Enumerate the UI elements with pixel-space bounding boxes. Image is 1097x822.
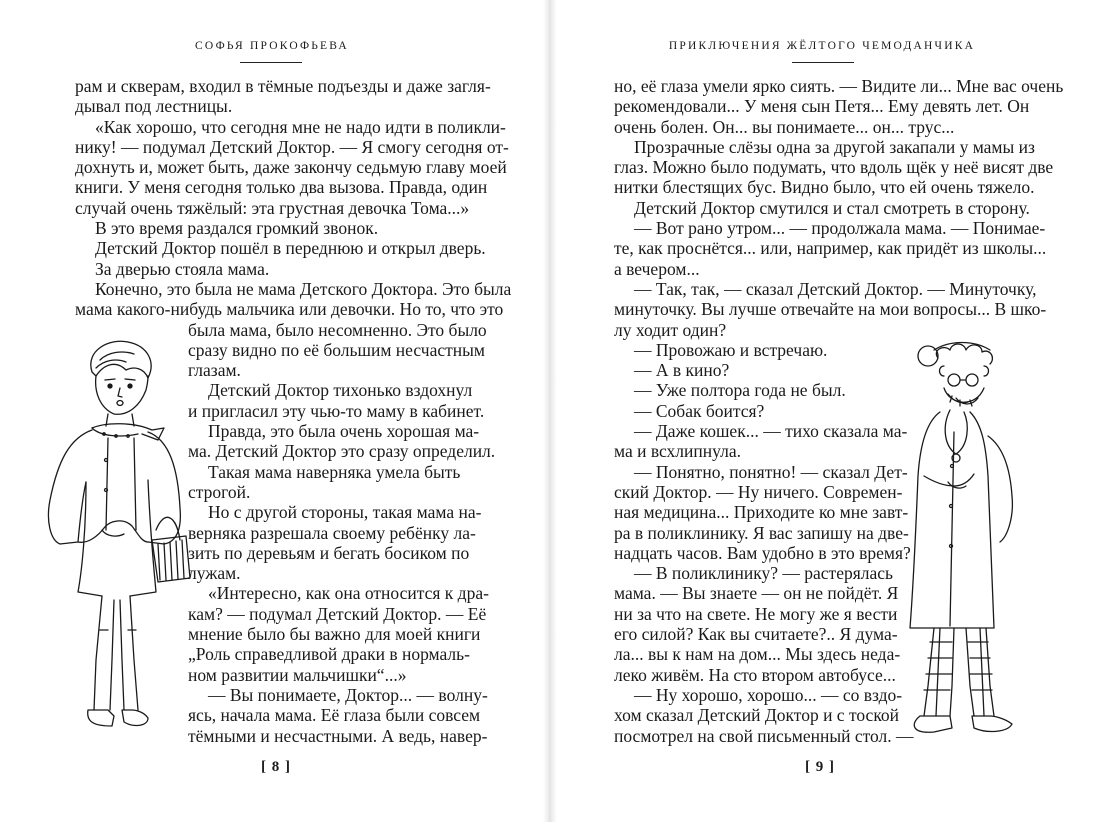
text-line: посмотрел на свой письменный стол. — [614,725,914,746]
running-head-left: СОФЬЯ ПРОКОФЬЕВА [195,40,349,52]
running-head-rule-right [792,62,854,63]
text-line: Детский Доктор пошёл в переднюю и открыл дверь. [95,238,486,259]
text-line: Такая мама наверняка умела быть [208,461,461,482]
text-line: лу ходит один? [614,319,727,340]
text-line: хом сказал Детский Доктор и с тоской [614,705,900,726]
text-line: — Провожаю и встречаю. [634,339,828,360]
text-line: ма и всхлипнула. [614,441,741,462]
text-line: мама. — Вы знаете — он не пойдёт. Я [614,583,899,604]
text-line: — В поликлинику? — растерялась [634,563,894,584]
text-line: и пригласил эту чью-то маму в кабинет. [188,400,485,421]
text-line: Но с другой стороны, такая мама на- [208,502,482,523]
text-line: В это время раздался громкий звонок. [95,218,379,239]
text-line: нитки блестящих бус. Видно было, что ей очень тяжело. [614,177,1035,198]
right-page [552,0,1097,822]
text-line: дохнуть и, может быть, даже закончу седьмую главу моей [75,157,507,178]
text-line: рам и скверам, входил в тёмные подъезды и даже загля- [75,76,491,96]
text-line: Детский Доктор тихонько вздохнул [208,380,473,401]
text-line: ла... вы к нам на дом... Мы здесь неда- [614,644,901,665]
text-line: случай очень тяжёлый: эта грустная девочка Тома...» [75,197,470,218]
text-line: ная медицина... Приходите ко мне завт- [614,502,909,523]
text-line: «Как хорошо, что сегодня мне не надо идти в поликли- [95,116,506,137]
page-number-right: [ 9 ] [805,759,835,775]
left-page [0,0,545,822]
text-line: зить по деревьям и бегать босиком по [188,542,470,563]
text-line: была мама, было несомненно. Это было [188,319,487,340]
running-head-right: ПРИКЛЮЧЕНИЯ ЖЁЛТОГО ЧЕМОДАНЧИКА [668,40,976,52]
text-line: — Вы понимаете, Доктор... — волну- [208,684,488,705]
text-line: ский Доктор. — Ну ничего. Современ- [614,481,903,502]
text-line: минуточку. Вы лучше отвечайте на мои вопросы... В шко- [614,299,1047,320]
text-line: „Роль справедливой драки в нормаль- [188,644,470,665]
text-line: — Даже кошек... — тихо сказала ма- [634,421,908,442]
text-line: — Уже полтора года не был. [634,380,846,401]
text-line: ном развитии мальчишки“...» [188,664,407,685]
text-line: За дверью стояла мама. [95,258,270,279]
text-line: надцать часов. Вам удобно в это время? [614,542,911,563]
text-line: тёмными и несчастными. А ведь, навер- [188,725,488,746]
text-line: — Так, так, — сказал Детский Доктор. — Минуточку, [634,278,1037,299]
text-line: кам? — подумал Детский Доктор. — Её [188,603,487,624]
text-line: — Вот рано утром... — продолжала мама. — Понимае- [634,218,1046,239]
text-line: глазам. [188,360,241,381]
text-line: ра в поликлинику. Я вас запишу на две- [614,522,909,543]
text-line: леко живём. На сто втором автобусе... [614,664,896,685]
text-line: но, её глаза умели ярко сиять. — Видите ли... Мне вас очень [614,76,1064,96]
text-line: его силой? Как вы считаете?.. Я дума- [614,624,898,645]
page-number-left: [ 8 ] [261,759,291,775]
text-line: мама какого-нибудь мальчика или девочки. Но то, что это [75,299,504,320]
text-line: очень болен. Он... вы понимаете... он... трус... [614,116,955,137]
text-line: лужам. [188,563,241,584]
running-head-rule-left [240,62,302,63]
text-line: глаз. Можно было подумать, что вдоль щёк у неё висят две [614,157,1054,178]
text-line: а вечером... [614,258,700,279]
text-line: книги. У меня сегодня только два вызова. Правда, один [75,177,488,198]
doctor-illustration [904,336,1054,746]
text-line: те, как проснётся... или, например, как придёт из школы... [614,238,1047,259]
text-line: — Ну хорошо, хорошо... — со вздо- [634,684,903,705]
text-line: дывал под лестницы. [75,96,233,117]
text-line: «Интересно, как она относится к дра- [208,583,489,604]
text-line: — А в кино? [634,360,730,381]
text-line: Правда, это была очень хорошая ма- [208,421,480,442]
text-line: строгой. [188,481,251,502]
text-line: Конечно, это была не мама Детского Доктора. Это была [95,278,512,299]
text-line: ни за что на свете. Не могу же я вести [614,603,898,624]
text-line: ясь, начала мама. Её глаза были совсем [188,705,481,726]
text-line: — Собак боится? [634,400,765,421]
text-line: мнение было бы важно для моей книги [188,624,481,645]
text-line: Прозрачные слёзы одна за другой закапали у мамы из [634,136,1035,157]
text-line: сразу видно по её большим несчастным [188,339,485,360]
text-line: нику! — подумал Детский Доктор. — Я смогу сегодня от- [75,136,509,157]
mother-illustration [30,330,200,740]
text-line: Детский Доктор смутился и стал смотреть в сторону. [634,197,1030,218]
text-line: — Понятно, понятно! — сказал Дет- [634,461,908,482]
text-line: ма. Детский Доктор это сразу определил. [188,441,496,462]
text-line: рекомендовали... У меня сын Петя... Ему девять лет. Он [614,96,1030,117]
text-line: верняка разрешала своему ребёнку ла- [188,522,476,543]
